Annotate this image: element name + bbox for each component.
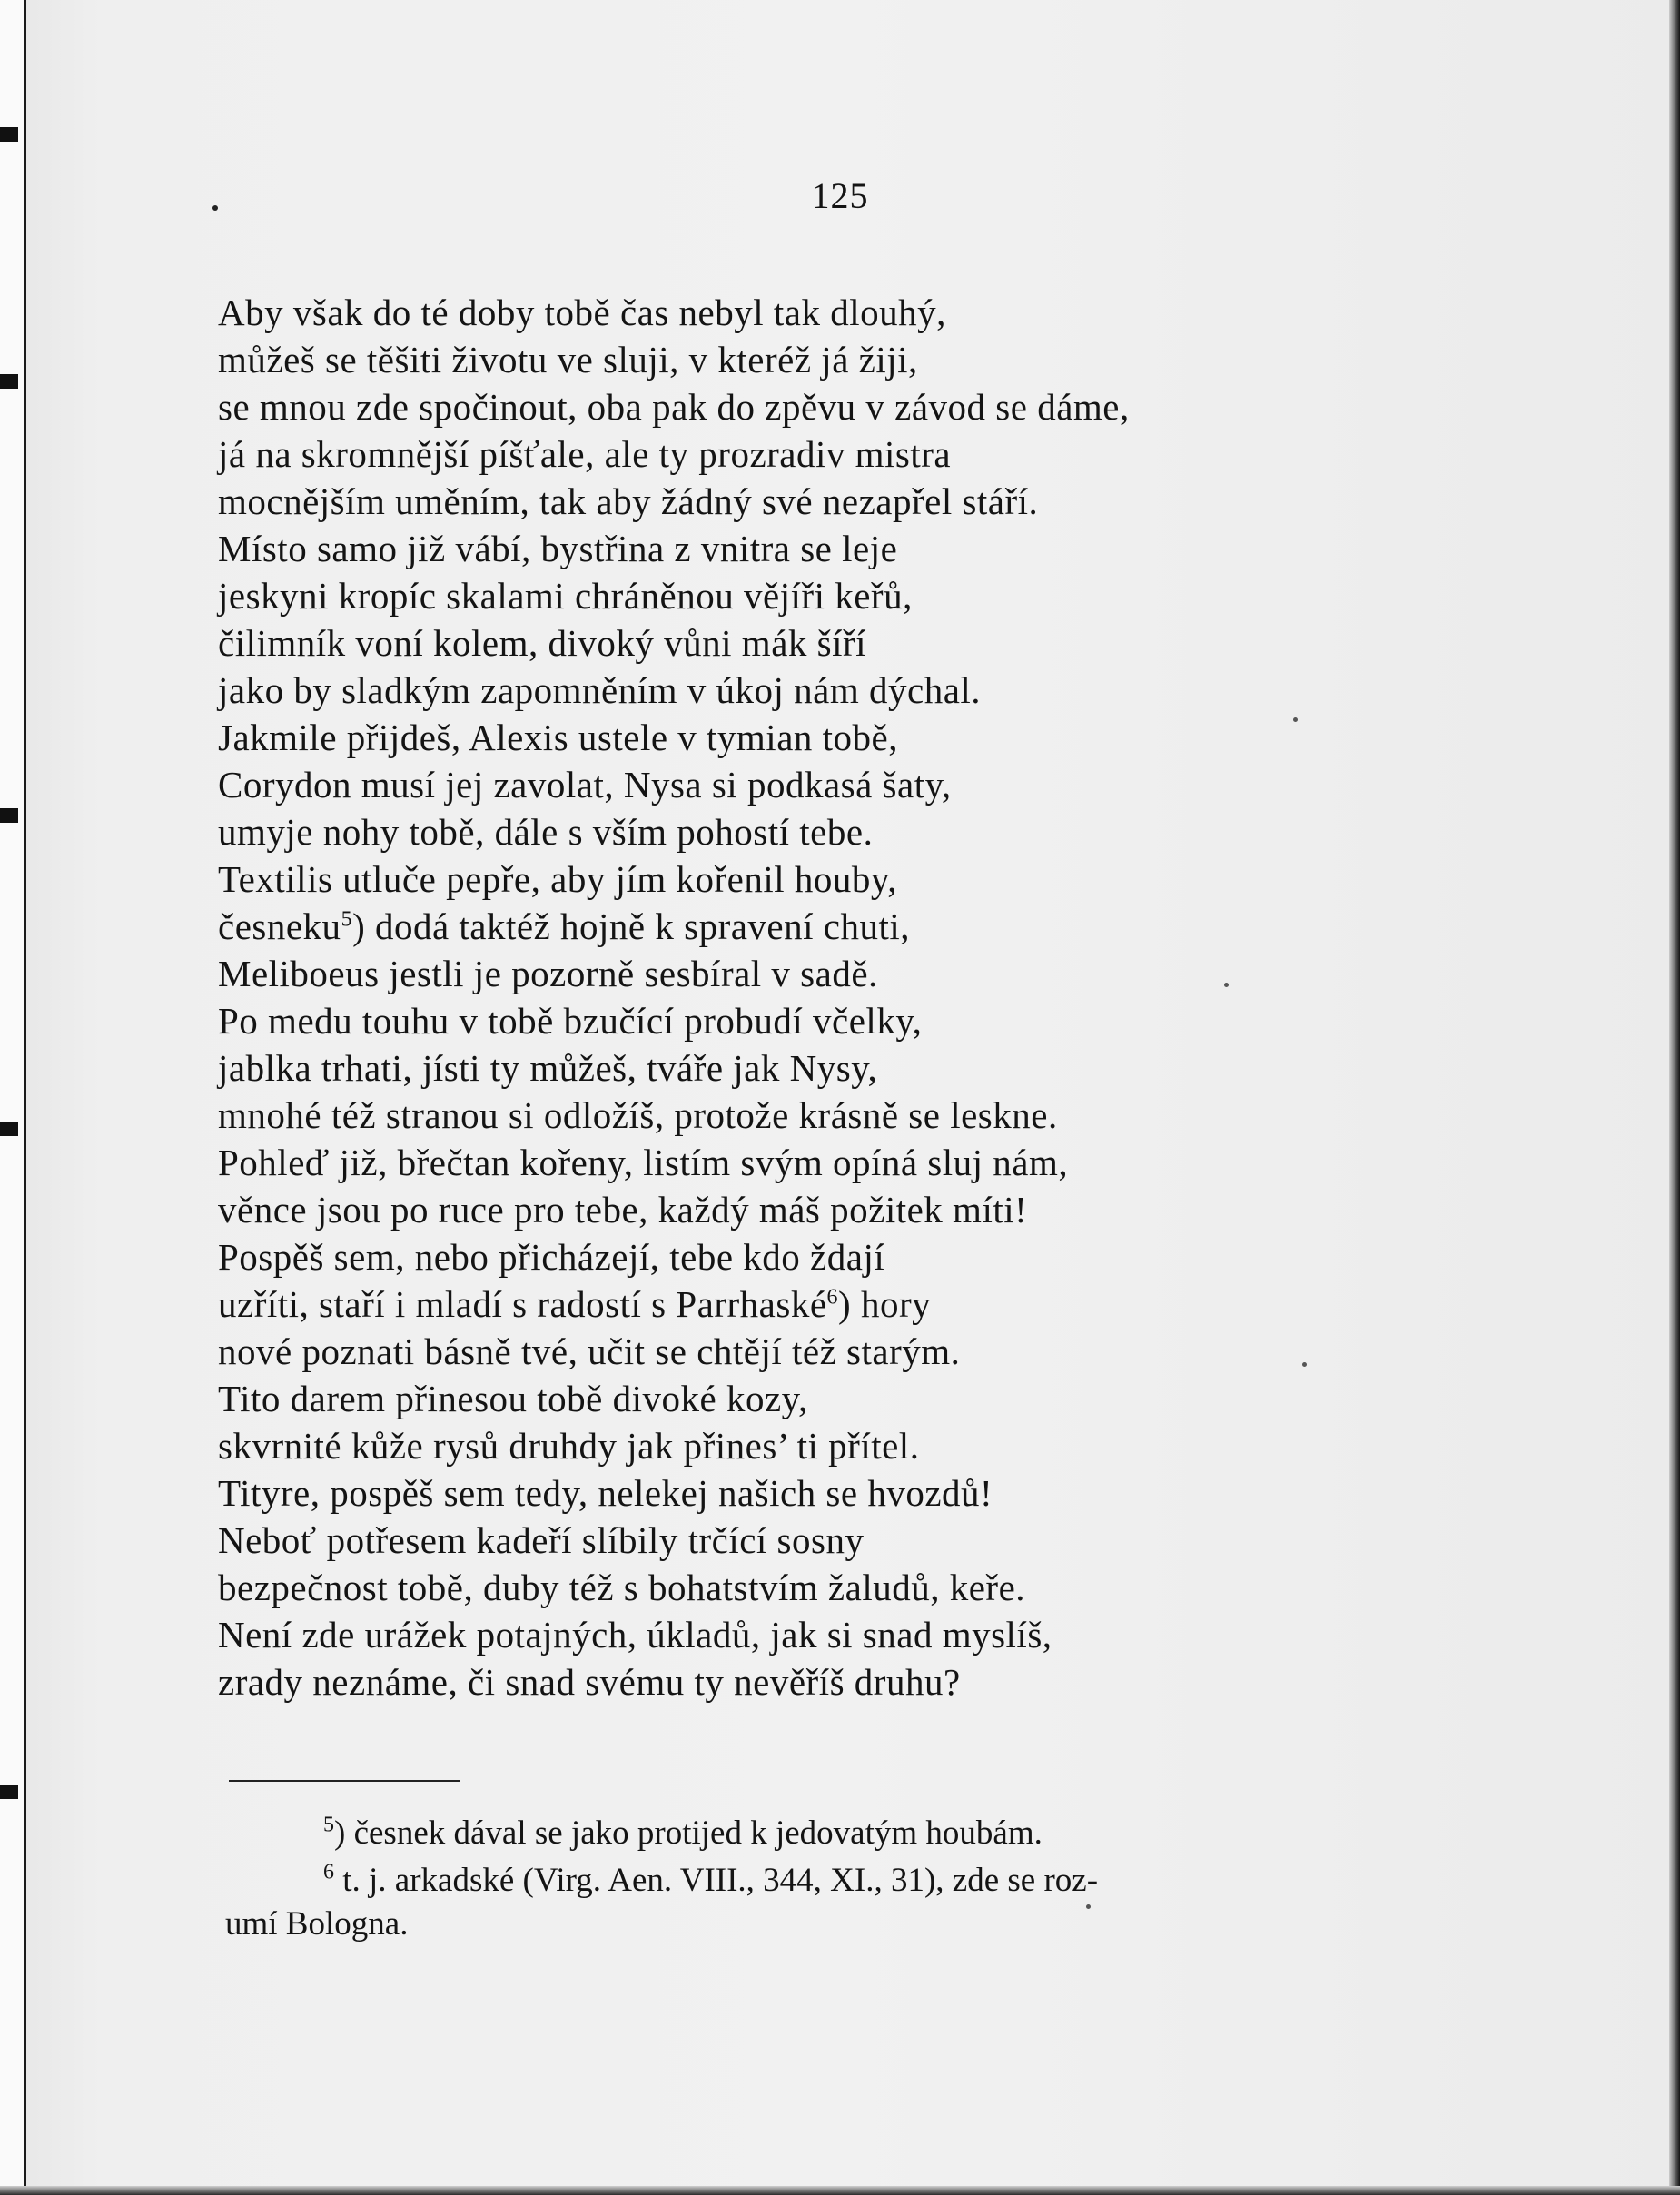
poem-line: Corydon musí jej zavolat, Nysa si podkasá šaty, [218,764,952,806]
poem-text [218,289,1130,1706]
poem-line: skvrnité kůže rysů druhdy jak přines’ ti přítel. [218,1425,920,1467]
binding-mark [0,374,18,389]
footnote-marker: 5 [323,1813,334,1837]
poem-line: věnce jsou po ruce pro tebe, každý máš požitek míti! [218,1189,1028,1231]
footnote-ref-6: 6 [826,1285,839,1310]
poem-line: nové poznati básně tvé, učit se chtějí též starým. [218,1330,961,1372]
line-text: česneku [218,905,341,947]
poem-line: mocnějším uměním, tak aby žádný své nezapřel stáří. [218,480,1039,522]
paper-speck [1302,1362,1307,1367]
poem-line: jeskyni kropíc skalami chráněnou vějíři keřů, [218,575,913,617]
paper-speck [1086,1904,1091,1909]
binding-mark [0,1785,18,1799]
poem-line: Není zde urážek potajných, úkladů, jak si snad myslíš, [218,1614,1052,1656]
poem-line: čilimník voní kolem, divoký vůni mák šíří [218,622,867,664]
poem-line: můžeš se těšiti životu ve sluji, v kteréž já žiji, [218,339,918,381]
poem-line: Jakmile přijdeš, Alexis ustele v tymian tobě, [218,717,898,758]
paper-speck [1293,717,1298,722]
poem-line: Neboť potřesem kadeří slíbily trčící sosny [218,1519,865,1561]
poem-line: zrady neznáme, či snad svému ty nevěříš druhu? [218,1661,961,1703]
poem-line: se mnou zde spočinout, oba pak do zpěvu v závod se dáme, [218,386,1130,428]
footnote-text: t. j. arkadské (Virg. Aen. VIII., 344, XI., 31), zde se roz- [334,1862,1099,1899]
footnote-6-continuation: umí Bologna. [225,1905,409,1943]
poem-line: mnohé též stranou si odložíš, protože krásně se leskne. [218,1094,1058,1136]
footnote-6 [323,1858,1098,1903]
poem-line: bezpečnost tobě, duby též s bohatstvím žaludů, keře. [218,1567,1026,1608]
binding-mark [0,127,18,142]
poem-line: Pohleď již, břečtan kořeny, listím svým opíná sluj nám, [218,1142,1069,1183]
footnote-separator [229,1780,460,1782]
poem-line: jablka trhati, jísti ty můžeš, tváře jak Nysy, [218,1047,878,1089]
footnote-marker: 6 [323,1860,334,1884]
poem-line: Aby však do té doby tobě čas nebyl tak dlouhý, [218,292,946,333]
poem-line: Pospěš sem, nebo přicházejí, tebe kdo ždají [218,1236,885,1278]
paper-speck [1224,983,1229,987]
binding-mark [0,1122,18,1136]
poem-line: umyje nohy tobě, dále s vším pohostí tebe. [218,811,874,853]
footnote-5 [323,1811,1043,1856]
page-binding-edge [0,0,26,2195]
line-text: ) dodá taktéž hojně k spravení chuti, [352,905,911,947]
poem-line-with-footnote [218,903,1130,950]
poem-line-with-footnote [218,1280,1130,1328]
poem-line: Textilis utluče pepře, aby jím kořenil houby, [218,858,897,900]
footnote-text: ) česnek dával se jako protijed k jedovatým houbám. [334,1814,1043,1852]
binding-mark [0,808,18,823]
poem-line: jako by sladkým zapomněním v úkoj nám dýchal. [218,669,982,711]
poem-line: Po medu touhu v tobě bzučící probudí včelky, [218,1000,923,1042]
poem-line: já na skromnější píšťale, ale ty prozradiv mistra [218,433,952,475]
line-text: ) hory [838,1283,932,1325]
poem-line: Místo samo již vábí, bystřina z vnitra se leje [218,528,898,569]
page-number: 125 [811,175,869,216]
page-bottom-edge [0,2186,1680,2195]
page-right-edge [1669,0,1680,2195]
poem-line: Meliboeus jestli je pozorně sesbíral v sadě. [218,953,878,994]
poem-line: Tito darem přinesou tobě divoké kozy, [218,1378,808,1419]
line-text: uzříti, staří i mladí s radostí s Parrhaské [218,1283,827,1325]
footnote-ref-5: 5 [341,907,353,932]
poem-line: Tityre, pospěš sem tedy, nelekej našich se hvozdů! [218,1472,993,1514]
